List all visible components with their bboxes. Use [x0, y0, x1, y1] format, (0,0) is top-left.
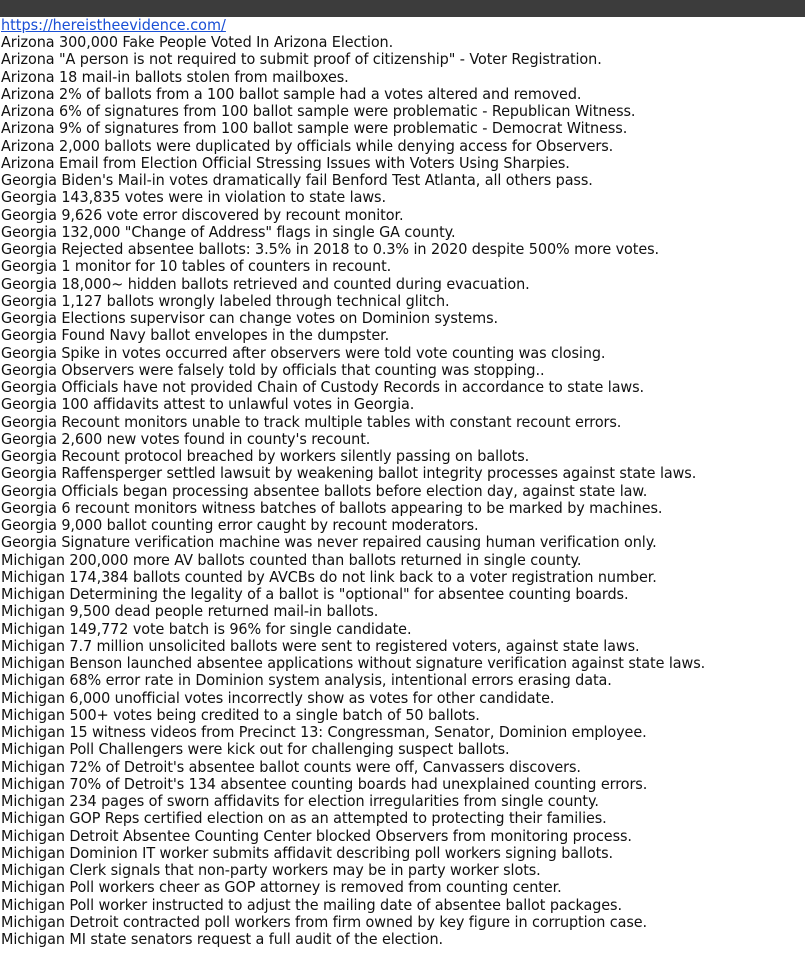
claim-line: Michigan 9,500 dead people returned mail-in ballots. — [1, 602, 379, 621]
claim-line: Michigan 72% of Detroit's absentee ballot counts were off, Canvassers discovers. — [1, 757, 581, 776]
claim-line: Michigan MI state senators request a full audit of the election. — [1, 930, 444, 948]
claim-line: Michigan Clerk signals that non-party workers may be in party worker slots. — [1, 861, 541, 879]
claim-line: Georgia Signature verification machine was never repaired causing human verification only. — [1, 533, 657, 552]
claim-line: Georgia 6 recount monitors witness batches of ballots appearing to be marked by machines. — [1, 498, 663, 517]
claim-line: Michigan 6,000 unofficial votes incorrectly show as votes for other candidate. — [1, 688, 555, 707]
claim-line: Georgia Officials have not provided Chain of Custody Records in accordance to state laws. — [1, 378, 645, 396]
claim-line: Michigan GOP Reps certified election on as an attempted to protecting their families. — [1, 809, 607, 828]
claim-line: Michigan 174,384 ballots counted by AVCBs do not link back to a voter registration number. — [1, 567, 657, 586]
claim-line: Michigan Dominion IT worker submits affidavit describing poll workers signing ballots. — [1, 843, 614, 862]
claim-line: Arizona 6% of signatures from 100 ballot sample were problematic - Republican Witness. — [1, 102, 636, 120]
claim-line: Michigan 234 pages of sworn affidavits for election irregularities from single county. — [1, 792, 599, 810]
claim-line: Michigan 500+ votes being credited to a single batch of 50 ballots. — [1, 705, 480, 724]
claim-line: Michigan 200,000 more AV ballots counted than ballots returned in single county. — [1, 550, 582, 569]
claim-line: Georgia 143,835 votes were in violation to state laws. — [1, 188, 386, 207]
claim-line: Georgia 100 affidavits attest to unlawful votes in Georgia. — [1, 395, 415, 414]
claim-line: Georgia Spike in votes occurred after observers were told vote counting was closing. — [1, 343, 606, 362]
source-link[interactable]: https://hereistheevidence.com/ — [1, 16, 226, 34]
claim-line: Michigan Detroit Absentee Counting Center blocked Observers from monitoring process. — [1, 826, 632, 845]
claim-line: Michigan Detroit contracted poll workers from firm owned by key figure in corruption case. — [1, 912, 648, 931]
claim-line: Georgia 9,000 ballot counting error caught by recount moderators. — [1, 516, 479, 534]
claim-line: Michigan 7.7 million unsolicited ballots were sent to registered voters, against state laws. — [1, 636, 640, 655]
claims-list — [1, 34, 801, 948]
claim-line: Arizona 2,000 ballots were duplicated by officials while denying access for Observers. — [1, 136, 614, 155]
claim-line: Michigan Benson launched absentee applications without signature verification against state laws. — [1, 654, 706, 672]
claim-line: Michigan 15 witness videos from Precinct 13: Congressman, Senator, Dominion employee. — [1, 723, 647, 741]
claim-line: Georgia 1 monitor for 10 tables of counters in recount. — [1, 257, 392, 276]
claim-line: Georgia Raffensperger settled lawsuit by weakening ballot integrity processes against state laws. — [1, 464, 697, 483]
claim-line: Michigan Poll Challengers were kick out for challenging suspect ballots. — [1, 740, 510, 759]
claim-line: Georgia Biden's Mail-in votes dramatically fail Benford Test Atlanta, all others pass. — [1, 171, 593, 189]
claim-line: Michigan 68% error rate in Dominion system analysis, intentional errors erasing data. — [1, 671, 612, 690]
claim-line: Michigan Poll workers cheer as GOP attorney is removed from counting center. — [1, 878, 562, 897]
claim-line: Georgia Recount protocol breached by workers silently passing on ballots. — [1, 447, 530, 465]
claim-line: Arizona 300,000 Fake People Voted In Arizona Election. — [1, 33, 394, 51]
claim-line: Michigan Poll worker instructed to adjust the mailing date of absentee ballot packages. — [1, 895, 622, 914]
claim-line: Georgia Officials began processing absentee ballots before election day, against state law. — [1, 481, 648, 500]
claim-line: Michigan 70% of Detroit's 134 absentee counting boards had unexplained counting errors. — [1, 774, 648, 793]
claim-line: Arizona 9% of signatures from 100 ballot sample were problematic - Democrat Witness. — [1, 119, 628, 138]
claim-line: Georgia Observers were falsely told by officials that counting was stopping.. — [1, 360, 545, 379]
claim-line: Georgia Elections supervisor can change votes on Dominion systems. — [1, 309, 499, 327]
claim-line: Arizona "A person is not required to submit proof of citizenship" - Voter Registration. — [1, 50, 602, 69]
claim-line: Georgia 1,127 ballots wrongly labeled through technical glitch. — [1, 291, 450, 310]
claim-line: Michigan 149,772 vote batch is 96% for single candidate. — [1, 619, 412, 638]
claim-line: Arizona 2% of ballots from a 100 ballot sample had a votes altered and removed. — [1, 84, 582, 103]
claim-line: Arizona Email from Election Official Stressing Issues with Voters Using Sharpies. — [1, 153, 570, 172]
claim-line: Michigan Determining the legality of a ballot is "optional" for absentee counting boards. — [1, 585, 629, 603]
claim-line: Arizona 18 mail-in ballots stolen from mailboxes. — [1, 67, 349, 86]
claim-line: Georgia Found Navy ballot envelopes in the dumpster. — [1, 326, 390, 345]
claim-line: Georgia 132,000 "Change of Address" flags in single GA county. — [1, 222, 456, 241]
claim-line: Georgia Recount monitors unable to track multiple tables with constant recount errors. — [1, 412, 622, 431]
document-body — [1, 17, 801, 948]
claim-line: Georgia Rejected absentee ballots: 3.5% in 2018 to 0.3% in 2020 despite 500% more votes. — [1, 240, 660, 258]
claim-line: Georgia 2,600 new votes found in county's recount. — [1, 429, 371, 448]
claim-line: Georgia 9,626 vote error discovered by recount monitor. — [1, 205, 404, 224]
claim-line: Georgia 18,000~ hidden ballots retrieved and counted during evacuation. — [1, 274, 530, 293]
top-bar — [0, 0, 805, 17]
